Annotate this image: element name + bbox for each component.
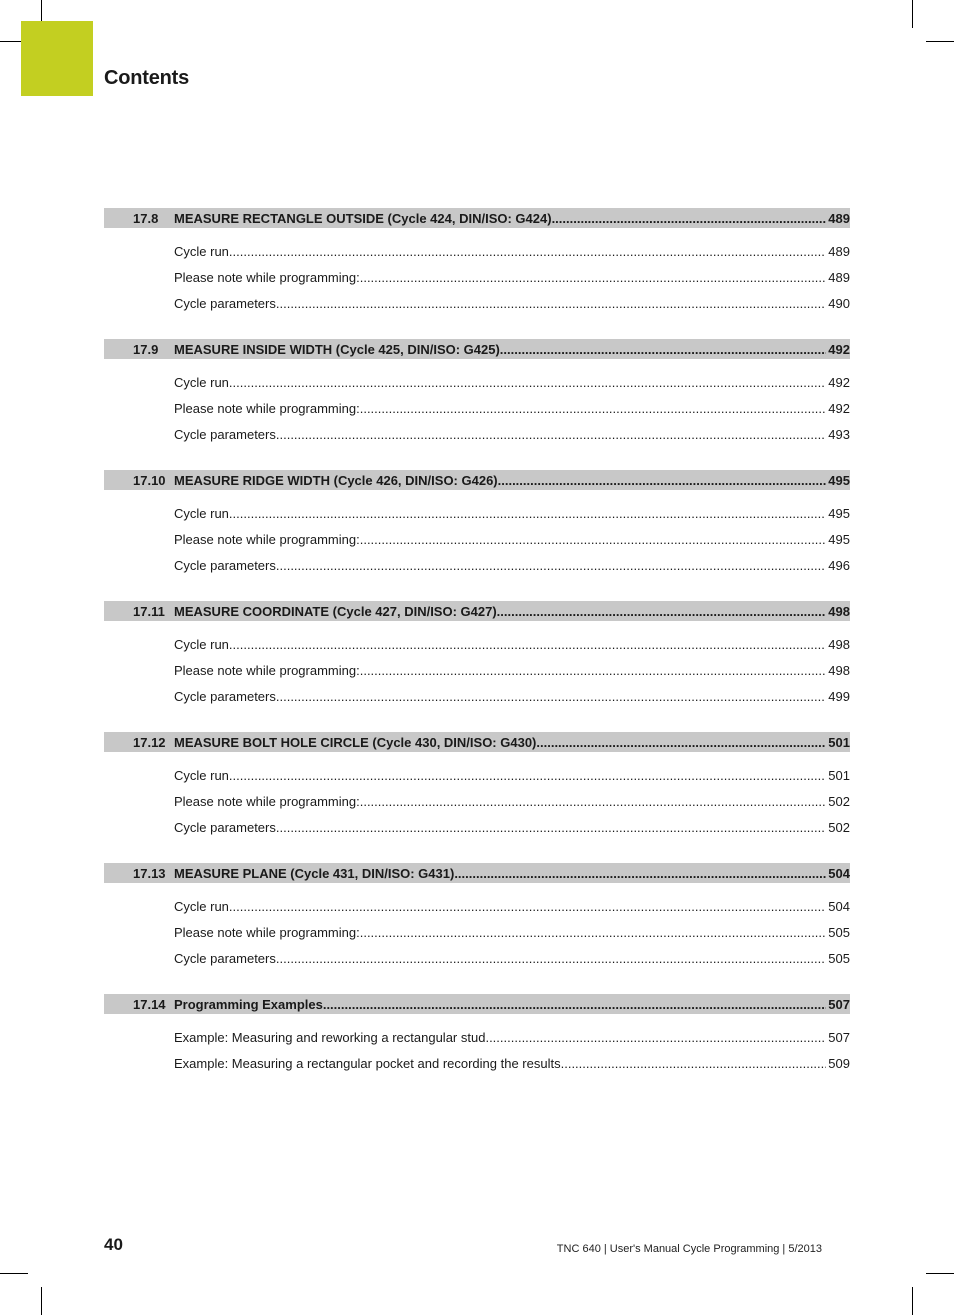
- dot-leader: [276, 296, 826, 311]
- entry-title: Cycle parameters: [174, 296, 276, 311]
- entry-title: Cycle run: [174, 375, 229, 390]
- toc-entry[interactable]: [174, 296, 850, 322]
- toc-entry[interactable]: [174, 427, 850, 453]
- dot-leader: [536, 735, 826, 750]
- entry-title: Please note while programming:: [174, 401, 360, 416]
- accent-block: [21, 21, 93, 96]
- entry-title: Cycle run: [174, 768, 229, 783]
- crop-mark: [926, 41, 954, 42]
- section-number: 17.13: [133, 865, 166, 881]
- entry-page-number: 504: [828, 899, 850, 914]
- dot-leader: [498, 473, 827, 488]
- dot-leader: [229, 637, 826, 652]
- entry-page-number: 495: [828, 532, 850, 547]
- entry-page-number: 498: [828, 663, 850, 678]
- toc-entry[interactable]: [174, 558, 850, 584]
- section-number: 17.14: [133, 996, 166, 1012]
- crop-mark: [912, 0, 913, 28]
- toc-entry[interactable]: [174, 637, 850, 663]
- entry-title: Cycle parameters: [174, 689, 276, 704]
- dot-leader: [229, 899, 826, 914]
- toc-section-heading[interactable]: [104, 470, 850, 490]
- toc-entry[interactable]: [174, 794, 850, 820]
- entry-title: Please note while programming:: [174, 925, 360, 940]
- toc-section-heading[interactable]: [104, 601, 850, 621]
- section-title: MEASURE RECTANGLE OUTSIDE (Cycle 424, DIN/ISO: G424): [174, 210, 552, 226]
- entry-title: Please note while programming:: [174, 532, 360, 547]
- section-title: Programming Examples: [174, 996, 323, 1012]
- entry-page-number: 502: [828, 794, 850, 809]
- entry-page-number: 505: [828, 951, 850, 966]
- dot-leader: [497, 604, 827, 619]
- dot-leader: [360, 532, 827, 547]
- entry-page-number: 492: [828, 375, 850, 390]
- toc-section: [104, 470, 850, 584]
- entry-title: Cycle run: [174, 899, 229, 914]
- entry-page-number: 498: [828, 637, 850, 652]
- entry-page-number: 489: [828, 244, 850, 259]
- toc-entry[interactable]: [174, 1030, 850, 1056]
- entry-title: Please note while programming:: [174, 794, 360, 809]
- dot-leader: [276, 427, 826, 442]
- dot-leader: [360, 270, 827, 285]
- dot-leader: [229, 244, 826, 259]
- dot-leader: [485, 1030, 826, 1045]
- section-number: 17.10: [133, 472, 166, 488]
- entry-title: Cycle run: [174, 637, 229, 652]
- toc-items: [104, 1014, 850, 1082]
- toc-entry[interactable]: [174, 532, 850, 558]
- entry-title: Cycle run: [174, 506, 229, 521]
- toc-section: [104, 208, 850, 322]
- toc-section-heading[interactable]: [104, 732, 850, 752]
- dot-leader: [454, 866, 826, 881]
- dot-leader: [360, 401, 827, 416]
- entry-page-number: 492: [828, 401, 850, 416]
- toc-entry[interactable]: [174, 270, 850, 296]
- toc-items: [104, 228, 850, 322]
- entry-page-number: 502: [828, 820, 850, 835]
- dot-leader: [561, 1056, 827, 1071]
- entry-title: Cycle parameters: [174, 427, 276, 442]
- toc-entry[interactable]: [174, 1056, 850, 1082]
- section-page-number: 495: [828, 472, 850, 488]
- toc-section-heading[interactable]: [104, 863, 850, 883]
- dot-leader: [276, 558, 826, 573]
- toc-entry[interactable]: [174, 663, 850, 689]
- toc-entry[interactable]: [174, 820, 850, 846]
- toc-items: [104, 359, 850, 453]
- toc-section-heading[interactable]: [104, 994, 850, 1014]
- entry-page-number: 501: [828, 768, 850, 783]
- section-title: MEASURE BOLT HOLE CIRCLE (Cycle 430, DIN/ISO: G430): [174, 734, 537, 750]
- dot-leader: [229, 768, 826, 783]
- section-page-number: 498: [828, 603, 850, 619]
- footer-page-number: 40: [104, 1235, 123, 1254]
- toc-entry[interactable]: [174, 244, 850, 270]
- entry-page-number: 505: [828, 925, 850, 940]
- section-number: 17.8: [133, 210, 159, 226]
- toc-entry[interactable]: [174, 768, 850, 794]
- section-title: MEASURE COORDINATE (Cycle 427, DIN/ISO: G427): [174, 603, 497, 619]
- toc-items: [104, 752, 850, 846]
- entry-title: Cycle parameters: [174, 820, 276, 835]
- entry-title: Please note while programming:: [174, 270, 360, 285]
- entry-title: Example: Measuring a rectangular pocket and recording the results: [174, 1056, 561, 1071]
- dot-leader: [276, 820, 826, 835]
- toc-entry[interactable]: [174, 401, 850, 427]
- section-page-number: 489: [828, 210, 850, 226]
- entry-title: Please note while programming:: [174, 663, 360, 678]
- entry-page-number: 499: [828, 689, 850, 704]
- entry-title: Cycle parameters: [174, 951, 276, 966]
- section-page-number: 504: [828, 865, 850, 881]
- entry-page-number: 496: [828, 558, 850, 573]
- toc-section: [104, 863, 850, 977]
- dot-leader: [276, 951, 826, 966]
- toc-section: [104, 732, 850, 846]
- section-number: 17.9: [133, 341, 159, 357]
- section-number: 17.12: [133, 734, 166, 750]
- toc-section: [104, 994, 850, 1082]
- dot-leader: [323, 997, 826, 1012]
- footer-text: TNC 640 | User's Manual Cycle Programming | 5/2013: [556, 1243, 822, 1255]
- dot-leader: [500, 342, 827, 357]
- dot-leader: [229, 506, 826, 521]
- toc-entry[interactable]: [174, 689, 850, 715]
- entry-title: Example: Measuring and reworking a rectangular stud: [174, 1030, 486, 1045]
- toc-entry[interactable]: [174, 925, 850, 951]
- entry-page-number: 489: [828, 270, 850, 285]
- entry-page-number: 509: [828, 1056, 850, 1071]
- dot-leader: [360, 794, 827, 809]
- entry-page-number: 490: [828, 296, 850, 311]
- toc-section: [104, 601, 850, 715]
- entry-title: Cycle parameters: [174, 558, 276, 573]
- section-title: MEASURE PLANE (Cycle 431, DIN/ISO: G431): [174, 865, 455, 881]
- dot-leader: [360, 925, 827, 940]
- toc-entry[interactable]: [174, 375, 850, 401]
- toc-entry[interactable]: [174, 506, 850, 532]
- crop-mark: [41, 1287, 42, 1315]
- crop-mark: [912, 1287, 913, 1315]
- dot-leader: [552, 211, 827, 226]
- toc-items: [104, 490, 850, 584]
- section-page-number: 492: [828, 341, 850, 357]
- toc-items: [104, 883, 850, 977]
- table-of-contents: [104, 208, 850, 1099]
- dot-leader: [360, 663, 827, 678]
- entry-page-number: 493: [828, 427, 850, 442]
- entry-page-number: 495: [828, 506, 850, 521]
- crop-mark: [0, 1273, 28, 1274]
- entry-page-number: 507: [828, 1030, 850, 1045]
- section-page-number: 507: [828, 996, 850, 1012]
- dot-leader: [229, 375, 826, 390]
- toc-section-heading[interactable]: [104, 208, 850, 228]
- toc-entry[interactable]: [174, 899, 850, 925]
- crop-mark: [926, 1273, 954, 1274]
- section-page-number: 501: [828, 734, 850, 750]
- toc-section: [104, 339, 850, 453]
- toc-section-heading[interactable]: [104, 339, 850, 359]
- section-number: 17.11: [133, 603, 165, 619]
- entry-title: Cycle run: [174, 244, 229, 259]
- page-title: Contents: [104, 67, 190, 89]
- section-title: MEASURE RIDGE WIDTH (Cycle 426, DIN/ISO: G426): [174, 472, 498, 488]
- toc-entry[interactable]: [174, 951, 850, 977]
- toc-items: [104, 621, 850, 715]
- dot-leader: [276, 689, 826, 704]
- section-title: MEASURE INSIDE WIDTH (Cycle 425, DIN/ISO: G425): [174, 341, 500, 357]
